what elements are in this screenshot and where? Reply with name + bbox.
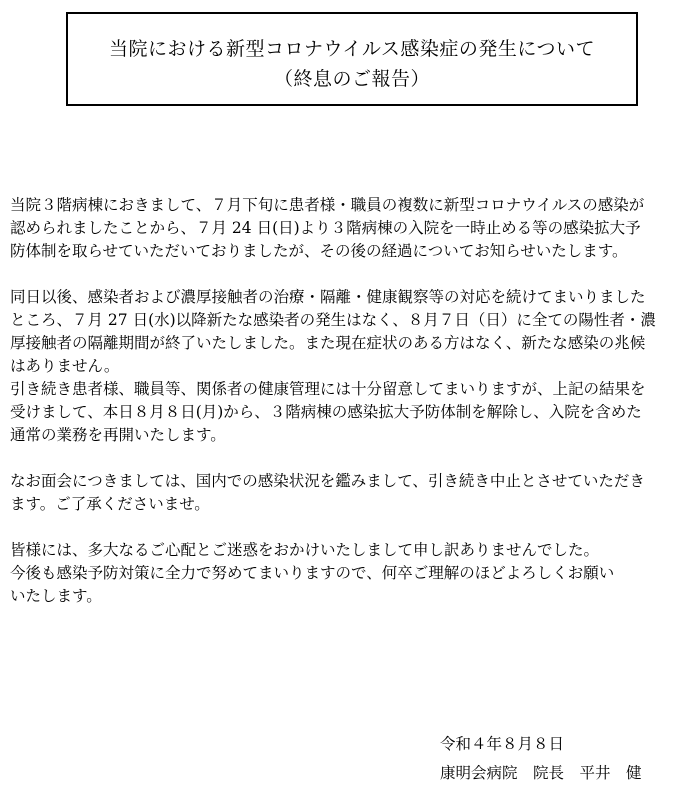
title-box [66,12,638,106]
document-title: 当院における新型コロナウイルス感染症の発生について [109,38,595,60]
paragraph-line: 皆様には、多大なるご心配とご迷惑をおかけいたしまして申し訳ありませんでした。 [10,541,600,559]
paragraph-line: なお面会につきましては、国内での感染状況を鑑みまして、引き続き中止とさせていただき [10,472,645,490]
paragraph-line: はありません。 [10,357,120,375]
paragraph-line: 引き続き患者様、職員等、関係者の健康管理には十分留意してまいりますが、上記の結果を [10,380,646,398]
paragraph-line: ます。ご了承くださいませ。 [10,495,210,513]
signature-date: 令和４年８月８日 [440,735,565,753]
document-body [10,194,696,608]
paragraph-line: 厚接触者の隔離期間が終了いたしました。また現在症状のある方はなく、新たな感染の兆候 [10,334,646,352]
paragraph-4 [10,539,696,608]
paragraph-line: 防体制を取らせていただいておりましたが、その後の経過についてお知らせいたします。 [10,242,628,260]
signature-block [440,730,642,788]
paragraph-2 [10,286,696,447]
paragraph-line: 通常の業務を再開いたします。 [10,426,226,444]
paragraph-line: ところ、７月 27 日(水)以降新たな感染者の発生はなく、８月７日（日）に全ての陽性者・濃 [10,311,656,329]
paragraph-3 [10,470,696,516]
paragraph-line: 認められましたことから、７月 24 日(日)より３階病棟の入院を一時止める等の感染拡大予 [10,219,641,237]
paragraph-line: 受けまして、本日８月８日(月)から、３階病棟の感染拡大予防体制を解除し、入院を含めた [10,403,642,421]
paragraph-line: いたします。 [10,587,102,605]
paragraph-line: 今後も感染予防対策に全力で努めてまいりますので、何卒ご理解のほどよろしくお願い [10,564,615,582]
paragraph-line: 同日以後、感染者および濃厚接触者の治療・隔離・健康観察等の対応を続けてまいりました [10,288,646,306]
paragraph-1 [10,194,696,263]
document-subtitle: （終息のご報告） [273,68,430,90]
paragraph-line: 当院３階病棟におきまして、７月下旬に患者様・職員の複数に新型コロナウイルスの感染が [10,196,645,214]
signature-name: 康明会病院 院長 平井 健 [440,764,642,782]
